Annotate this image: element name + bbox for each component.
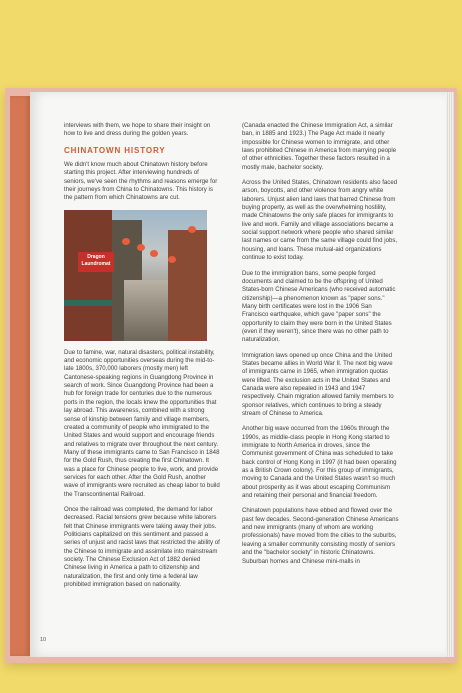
chinatown-street-photo: [64, 210, 207, 341]
right-column: [242, 122, 399, 573]
section-heading: CHINATOWN HISTORY: [64, 145, 166, 155]
lantern: [122, 238, 130, 245]
history-paragraph-3: Once the railroad was completed, the demand for labor decreased. Racial tensions grew because white laborers felt that Chinese immigrants were taking away their jobs. Politicians capitalized on this sentiment and passed a series of unjust and racist laws that restricted the ability of the Chinese to immigrate and assimilate into mainstream society. The Chinese Exclusion Act of 1882 denied Chinese living in America a path to citizenship and naturalization, the first and only time a federal law prohibited immigration based on nationality.: [64, 505, 220, 589]
history-paragraph-4: (Canada enacted the Chinese Immigration Act, a similar ban, in 1885 and 1923.) The Page Act made it nearly impossible for Chinese women to immigrate, and other laws prohibited Chinese in America from marrying people of other ethnicities. Together these factors resulted in a mostly male, bachelor society.: [242, 122, 397, 171]
lantern: [168, 256, 176, 263]
lantern: [188, 226, 196, 233]
photo-building: [64, 210, 112, 341]
lantern: [137, 244, 145, 251]
photo-building: [168, 230, 207, 341]
history-paragraph-6: Due to the immigration bans, some people forged documents and claimed to be the offspring of United States-born Chinese Americans (who received automatic citizenship)—a phenomenon known as "paper sons." Many birth certificates were lost in the 1906 San Francisco earthquake, which gave "paper sons" the opportunity to claim they were born in the United States (even if they weren't), since there was no other path to naturalization.: [242, 269, 396, 344]
laundromat-sign: Dragon Laundromat: [78, 252, 114, 272]
history-paragraph-7: Immigration laws opened up once China and the United States became allies in World War II. The next big wave of immigrants came in 1965, when immigration quotas were lifted. The exclusion acts in the United States and Canada were also repealed in 1943 and 1947 respectively. Chain migration allowed family members to sponsor relatives, which continues to bring a steady stream of Chinese to America.: [242, 351, 394, 417]
photo-street: [124, 280, 174, 341]
left-column: [64, 122, 221, 596]
photo-awning: [64, 300, 112, 306]
history-paragraph-5: Across the United States, Chinatown residents also faced arson, boycotts, and other violence from angry white laborers. Unjust alien land laws that barred Chinese from buying property, as well as the overwhelming hostility, made Chinatowns the only safe places for immigrants to live and work. Family and village associations became a social support network where people who shared similar last names or came from the same village could find jobs, housing, and loans. These mutual-aid organizations continue to exist today.: [242, 179, 398, 262]
history-paragraph-8: Another big wave occurred from the 1960s through the 1990s, as middle-class people in Hong Kong started to immigrate to North America in droves, since the Communist government of China was scheduled to take back control of Hong Kong in 1997 (it had been operating as a British Crown colony). For this group of immigrants, moving to Canada and the United States wasn't so much about prosperity as it was about escaping Communism and retaining their personal and financial freedom.: [242, 425, 397, 500]
book-spine-strip: [10, 96, 30, 656]
history-paragraph-2: Due to famine, war, natural disasters, political instability, and economic opportunities overseas during the mid-to-late 1800s, 370,000 laborers (mostly men) left Cantonese-speaking regions in Guangdong Province in search of work. Since Guangdong Province had been a hub for foreign trade for centuries due to the numerous ports in the region, the locals knew the opportunities that lay abroad. This awareness, combined with a strong sense of kinship between family and village members, created a community of people who immigrated to the United States and would support and encourage friends and relatives to migrate over throughout the next century. Many of these immigrants came to San Francisco in 1848 for the Gold Rush, thus creating the first Chinatown. It was a place for Chinese people to live, work, and provide services for each other. After the Gold Rush, another wave of immigrants were recruited as cheap labor to build the Transcontinental Railroad.: [64, 348, 220, 498]
history-paragraph-1: We didn't know much about Chinatown history before starting this project. After interviewing hundreds of seniors, we've seen the rhythms and reasons emerge for their journeys from China to Chinatowns. This history is the pattern from which Chinatowns are cut.: [64, 161, 218, 202]
history-paragraph-9: Chinatown populations have ebbed and flowed over the past few decades. Second-generation Chinese Americans and new immigrants (many of whom are working professionals) have moved from the cities to the suburbs, leaving a smaller community consisting mostly of seniors and the "bachelor society" in historic Chinatowns. Suburban homes and Chinese mini-malls in: [242, 507, 399, 565]
intro-paragraph: interviews with them, we hope to share their insight on how to live and dress during the golden years.: [64, 122, 211, 138]
page-number: 10: [40, 637, 47, 643]
book-page: [30, 92, 446, 657]
lantern: [150, 250, 158, 257]
